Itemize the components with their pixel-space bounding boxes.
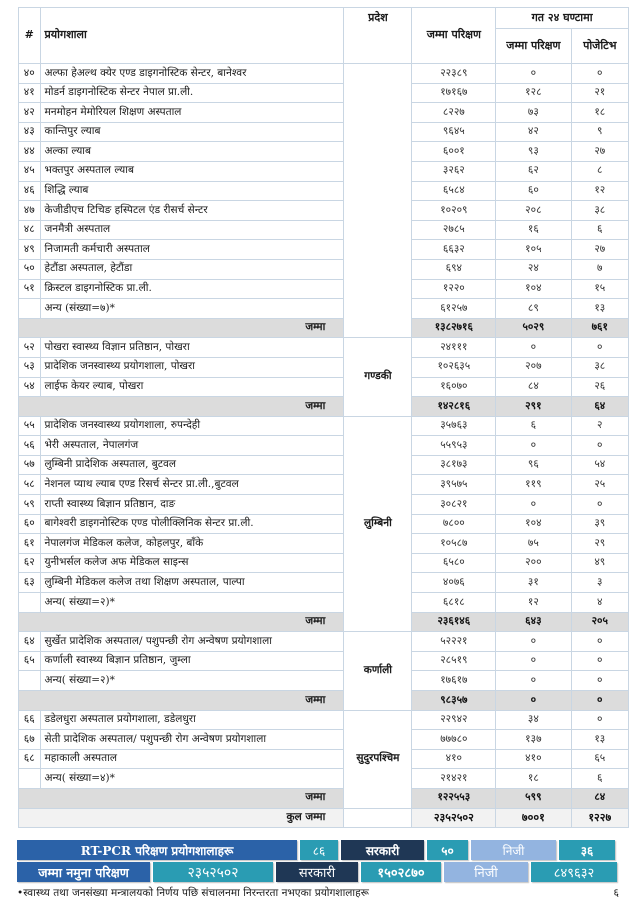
tests-last24: ०: [496, 651, 571, 671]
tests-last24: १२: [496, 593, 571, 613]
positive-last24: १८: [571, 103, 628, 123]
lab-name: सुर्खेत प्रादेशिक अस्पताल/ पशुपन्छी रोग अन्वेषण प्रयोगशाला: [40, 632, 344, 652]
grand-total-row: [19, 808, 629, 828]
total-tests: ३९५७५: [412, 475, 496, 495]
tests-last24: ०: [496, 671, 571, 691]
row-number: ५०: [19, 259, 41, 279]
positive-last24: २९: [571, 534, 628, 554]
positive-last24: १३: [571, 730, 628, 750]
total-tests: १०२६३५: [412, 357, 496, 377]
positive-last24: ३९: [571, 514, 628, 534]
lab-name: केजीडीएच टिचिङ हस्पिटल एंड रीसर्च सेन्टर: [40, 201, 344, 221]
total-tests: ६८१८: [412, 593, 496, 613]
subtotal-row: [19, 612, 629, 632]
private-labs-count: ३६: [559, 840, 615, 860]
total-tests: २२९४२: [412, 710, 496, 730]
row-number: ५९: [19, 495, 41, 515]
row-number: ५१: [19, 279, 41, 299]
row-number: ६२: [19, 553, 41, 573]
table-row: [19, 416, 629, 436]
subtotal-tests-last24: ०: [496, 691, 571, 711]
total-tests: ६५८४: [412, 181, 496, 201]
tests-last24: ६२: [496, 161, 571, 181]
lab-name: अल्फा हेअल्थ क्येर एण्ड डाइगनोस्टिक सेन्टर, बानेश्वर: [40, 64, 344, 84]
total-samples-count: २३५२५०२: [153, 862, 273, 882]
col-header-last24-tests: जम्मा परिक्षण: [496, 29, 571, 64]
total-tests: २४१११: [412, 338, 496, 358]
total-samples-label: जम्मा नमुना परिक्षण: [17, 862, 150, 882]
total-tests: १०५८७: [412, 534, 496, 554]
tests-last24: २००: [496, 553, 571, 573]
table-row: [19, 553, 629, 573]
positive-last24: ०: [571, 436, 628, 456]
lab-name: भेरी अस्पताल, नेपालगंज: [40, 436, 344, 456]
lab-name: महाकाली अस्पताल: [40, 749, 344, 769]
tests-last24: ८४: [496, 377, 571, 397]
private-labs-label: निजी: [471, 840, 556, 860]
positive-last24: ०: [571, 495, 628, 515]
lab-name: कर्णाली स्वास्थ्य बिज्ञान प्रतिष्ठान, जुम्ला: [40, 651, 344, 671]
col-header-province: प्रदेश: [344, 8, 412, 64]
tests-last24: ४२: [496, 122, 571, 142]
table-row: [19, 495, 629, 515]
row-number: ६३: [19, 573, 41, 593]
table-row: [19, 259, 629, 279]
positive-last24: ५४: [571, 455, 628, 475]
table-row: [19, 455, 629, 475]
table-row: [19, 632, 629, 652]
lab-name: शिद्धि ल्याब: [40, 181, 344, 201]
subtotal-tests-last24: ६४३: [496, 612, 571, 632]
tests-last24: ६०: [496, 181, 571, 201]
subtotal-row: [19, 318, 629, 338]
positive-last24: २७: [571, 240, 628, 260]
positive-last24: ०: [571, 710, 628, 730]
lab-name: लुम्बिनी मेडिकल कलेज तथा शिक्षण अस्पताल, पाल्पा: [40, 573, 344, 593]
col-header-last24-positive: पोजेटिभ: [571, 29, 628, 64]
positive-last24: ०: [571, 671, 628, 691]
total-tests: ६५८०: [412, 553, 496, 573]
total-tests: २२३८९: [412, 64, 496, 84]
summary-row-tests: [17, 862, 629, 882]
subtotal-label: जम्मा: [19, 788, 344, 808]
subtotal-positive-last24: ६४: [571, 397, 628, 417]
total-tests: ९६४५: [412, 122, 496, 142]
lab-name: नेपालगंज मेडिकल कलेज, कोहलपुर, बाँके: [40, 534, 344, 554]
total-tests: २१४२१: [412, 769, 496, 789]
rtpcr-labs-count: ८६: [300, 840, 338, 860]
lab-name: जनमैत्री अस्पताल: [40, 220, 344, 240]
table-row: [19, 475, 629, 495]
province-cell: कर्णाली: [344, 632, 412, 710]
row-number: ४६: [19, 181, 41, 201]
table-row: [19, 573, 629, 593]
table-row: [19, 651, 629, 671]
table-row: [19, 142, 629, 162]
row-number: [19, 769, 41, 789]
tests-last24: १२८: [496, 83, 571, 103]
table-row: [19, 240, 629, 260]
col-header-last24: गत २४ घण्टामा: [496, 8, 629, 29]
row-number: ५७: [19, 455, 41, 475]
subtotal-positive-last24: ८४: [571, 788, 628, 808]
total-tests: ७७७८०: [412, 730, 496, 750]
lab-name: पोखरा स्वास्थ्य विज्ञान प्रतिष्ठान, पोखरा: [40, 338, 344, 358]
tests-last24: ८९: [496, 299, 571, 319]
lab-name: प्रादेशिक जनस्वास्थ्य प्रयोगशाला, रुपन्देही: [40, 416, 344, 436]
total-tests: ५२२२१: [412, 632, 496, 652]
table-row: [19, 161, 629, 181]
positive-last24: २७: [571, 142, 628, 162]
row-number: ४७: [19, 201, 41, 221]
row-number: ६६: [19, 710, 41, 730]
total-tests: ३५७६३: [412, 416, 496, 436]
subtotal-total-tests: १४२८१६: [412, 397, 496, 417]
total-tests: ६६३२: [412, 240, 496, 260]
positive-last24: ७: [571, 259, 628, 279]
tests-last24: ११९: [496, 475, 571, 495]
positive-last24: ६: [571, 769, 628, 789]
total-tests: ४१०: [412, 749, 496, 769]
total-tests: १६०७०: [412, 377, 496, 397]
positive-last24: ६: [571, 220, 628, 240]
tests-last24: ०: [496, 495, 571, 515]
table-row: [19, 279, 629, 299]
col-header-num: #: [19, 8, 41, 64]
row-number: [19, 593, 41, 613]
row-number: ४१: [19, 83, 41, 103]
rtpcr-labs-label: RT-PCR परिक्षण प्रयोगशालाहरू: [17, 840, 297, 860]
row-number: ४३: [19, 122, 41, 142]
total-tests: ३२६२: [412, 161, 496, 181]
lab-name: राप्ती स्वास्थ्य बिज्ञान प्रतिष्ठान, दाङ: [40, 495, 344, 515]
positive-last24: ०: [571, 651, 628, 671]
subtotal-tests-last24: ५०२९: [496, 318, 571, 338]
lab-name: प्रादेशिक जनस्वास्थ्य प्रयोगशाला, पोखरा: [40, 357, 344, 377]
private-samples-count: ८४९६३२: [531, 862, 617, 882]
tests-last24: ७३: [496, 103, 571, 123]
total-tests: ६९४: [412, 259, 496, 279]
grand-total-tests: २३५२५०२: [412, 808, 496, 828]
row-number: [19, 671, 41, 691]
province-cell: [344, 64, 412, 338]
gov-labs-count: ५०: [427, 840, 468, 860]
row-number: ५५: [19, 416, 41, 436]
positive-last24: ६५: [571, 749, 628, 769]
total-tests: १७६१७: [412, 671, 496, 691]
total-tests: १७१६७: [412, 83, 496, 103]
row-number: ५६: [19, 436, 41, 456]
tests-last24: १०४: [496, 279, 571, 299]
positive-last24: ०: [571, 632, 628, 652]
gov-labs-label: सरकारी: [341, 840, 424, 860]
total-tests: ८२२७: [412, 103, 496, 123]
grand-total-label: कुल जम्मा: [19, 808, 344, 828]
tests-last24: ०: [496, 338, 571, 358]
subtotal-row: [19, 691, 629, 711]
table-row: [19, 769, 629, 789]
gov-samples-count: १५०२८७०: [361, 862, 441, 882]
total-tests: ३०८२१: [412, 495, 496, 515]
lab-name: सेती प्रादेशिक अस्पताल/ पशुपन्छी रोग अन्वेषण प्रयोगशाला: [40, 730, 344, 750]
lab-name: अन्य( संख्या=२)*: [40, 593, 344, 613]
row-number: ५२: [19, 338, 41, 358]
table-row: [19, 671, 629, 691]
lab-name: डडेलधुरा अस्पताल प्रयोगशाला, डडेलधुरा: [40, 710, 344, 730]
subtotal-label: जम्मा: [19, 397, 344, 417]
lab-name: अन्य( संख्या=४)*: [40, 769, 344, 789]
tests-last24: १८: [496, 769, 571, 789]
total-tests: २८५१९: [412, 651, 496, 671]
subtotal-label: जम्मा: [19, 691, 344, 711]
subtotal-positive-last24: ०: [571, 691, 628, 711]
positive-last24: ८: [571, 161, 628, 181]
row-number: ५८: [19, 475, 41, 495]
summary-row-labs: [17, 840, 629, 860]
row-number: ४५: [19, 161, 41, 181]
lab-name: निजामती कर्मचारी अस्पताल: [40, 240, 344, 260]
table-row: [19, 357, 629, 377]
footnote: [17, 886, 629, 900]
table-row: [19, 436, 629, 456]
total-tests: २७८५: [412, 220, 496, 240]
tests-last24: २४: [496, 259, 571, 279]
table-row: [19, 299, 629, 319]
positive-last24: ३८: [571, 201, 628, 221]
row-number: ६१: [19, 534, 41, 554]
lab-name: बागेश्वरी डाइगनोस्टिक एण्ड पोलीक्लिनिक सेन्टर प्रा.ली.: [40, 514, 344, 534]
tests-last24: ९३: [496, 142, 571, 162]
total-tests: ६००१: [412, 142, 496, 162]
lab-name: मनमोहन मेमोरियल शिक्षण अस्पताल: [40, 103, 344, 123]
lab-name: कान्तिपुर ल्याब: [40, 122, 344, 142]
lab-name: युनीभर्सल कलेज अफ मेडिकल साइन्स: [40, 553, 344, 573]
total-tests: १२२०: [412, 279, 496, 299]
row-number: ६७: [19, 730, 41, 750]
tests-last24: २०८: [496, 201, 571, 221]
grand-total-tests-last24: ७००१: [496, 808, 571, 828]
subtotal-total-tests: १२२५५३: [412, 788, 496, 808]
lab-table: [18, 7, 629, 828]
lab-table-body: [19, 64, 629, 828]
table-row: [19, 83, 629, 103]
row-number: ५४: [19, 377, 41, 397]
grand-total-positive-last24: १२२७: [571, 808, 628, 828]
positive-last24: २१: [571, 83, 628, 103]
total-tests: १०२०९: [412, 201, 496, 221]
total-tests: ४०७६: [412, 573, 496, 593]
positive-last24: ०: [571, 338, 628, 358]
lab-name: लाईफ केयर ल्याब, पोखरा: [40, 377, 344, 397]
positive-last24: ९: [571, 122, 628, 142]
subtotal-label: जम्मा: [19, 318, 344, 338]
lab-name: अन्य( संख्या=२)*: [40, 671, 344, 691]
col-header-total-tests: जम्मा परिक्षण: [412, 8, 496, 64]
tests-last24: ४१०: [496, 749, 571, 769]
positive-last24: ४: [571, 593, 628, 613]
positive-last24: १५: [571, 279, 628, 299]
col-header-lab: प्रयोगशाला: [40, 8, 344, 64]
tests-last24: ०: [496, 436, 571, 456]
subtotal-total-tests: २३६१४६: [412, 612, 496, 632]
tests-last24: ०: [496, 64, 571, 84]
row-number: ४४: [19, 142, 41, 162]
footnote-text: •स्वास्थ्य तथा जनसंख्या मन्त्रालयको निर्णय पछि संचालनमा निरन्तरता नभएका प्रयोगशालाहरू: [17, 887, 369, 899]
province-cell: गण्डकी: [344, 338, 412, 416]
table-row: [19, 201, 629, 221]
total-tests: ३८१७३: [412, 455, 496, 475]
grand-total-province-blank: [344, 808, 412, 828]
table-row: [19, 593, 629, 613]
row-number: ६४: [19, 632, 41, 652]
subtotal-positive-last24: ७६१: [571, 318, 628, 338]
tests-last24: १०५: [496, 240, 571, 260]
positive-last24: १२: [571, 181, 628, 201]
subtotal-label: जम्मा: [19, 612, 344, 632]
tests-last24: ०: [496, 632, 571, 652]
positive-last24: ४९: [571, 553, 628, 573]
positive-last24: ३: [571, 573, 628, 593]
tests-last24: ७५: [496, 534, 571, 554]
lab-name: क्रिस्टल डाइगनोस्टिक प्रा.ली.: [40, 279, 344, 299]
table-row: [19, 103, 629, 123]
table-row: [19, 749, 629, 769]
subtotal-tests-last24: २९१: [496, 397, 571, 417]
tests-last24: ३४: [496, 710, 571, 730]
row-number: ४९: [19, 240, 41, 260]
positive-last24: २५: [571, 475, 628, 495]
tests-last24: १६: [496, 220, 571, 240]
table-row: [19, 710, 629, 730]
province-cell: लुम्बिनी: [344, 416, 412, 632]
subtotal-tests-last24: ५९९: [496, 788, 571, 808]
table-row: [19, 534, 629, 554]
tests-last24: ३१: [496, 573, 571, 593]
subtotal-total-tests: १३८२७१६: [412, 318, 496, 338]
row-number: ६५: [19, 651, 41, 671]
subtotal-positive-last24: २०५: [571, 612, 628, 632]
subtotal-row: [19, 788, 629, 808]
total-tests: ५५९५३: [412, 436, 496, 456]
table-row: [19, 338, 629, 358]
tests-last24: ९६: [496, 455, 571, 475]
lab-name: अल्का ल्याब: [40, 142, 344, 162]
positive-last24: ३८: [571, 357, 628, 377]
row-number: ४२: [19, 103, 41, 123]
positive-last24: ०: [571, 64, 628, 84]
tests-last24: २०७: [496, 357, 571, 377]
province-cell: सुदुरपश्चिम: [344, 710, 412, 808]
gov-samples-label: सरकारी: [276, 862, 358, 882]
tests-last24: १०४: [496, 514, 571, 534]
page-number: ६: [613, 887, 619, 899]
table-row: [19, 64, 629, 84]
table-row: [19, 514, 629, 534]
table-row: [19, 730, 629, 750]
row-number: [19, 299, 41, 319]
row-number: ५३: [19, 357, 41, 377]
table-row: [19, 220, 629, 240]
lab-name: मोडर्न डाइगनोस्टिक सेन्टर नेपाल प्रा.ली.: [40, 83, 344, 103]
lab-name: भक्तपुर अस्पताल ल्याब: [40, 161, 344, 181]
table-row: [19, 122, 629, 142]
total-tests: ७८००: [412, 514, 496, 534]
lab-name: लुम्बिनी प्रादेशिक अस्पताल, बुटवल: [40, 455, 344, 475]
row-number: ६८: [19, 749, 41, 769]
lab-name: नेशनल प्याथ ल्याब एण्ड रिसर्च सेन्टर प्रा.ली.,बुटवल: [40, 475, 344, 495]
table-row: [19, 377, 629, 397]
total-tests: ६१२५७: [412, 299, 496, 319]
subtotal-total-tests: ९८३५७: [412, 691, 496, 711]
row-number: ४८: [19, 220, 41, 240]
private-samples-label: निजी: [444, 862, 528, 882]
subtotal-row: [19, 397, 629, 417]
lab-name: अन्य (संख्या=७)*: [40, 299, 344, 319]
row-number: ६०: [19, 514, 41, 534]
table-row: [19, 181, 629, 201]
positive-last24: २६: [571, 377, 628, 397]
tests-last24: १३७: [496, 730, 571, 750]
positive-last24: १३: [571, 299, 628, 319]
row-number: ४०: [19, 64, 41, 84]
positive-last24: २: [571, 416, 628, 436]
tests-last24: ६: [496, 416, 571, 436]
lab-name: हेटौंडा अस्पताल, हेटौंडा: [40, 259, 344, 279]
